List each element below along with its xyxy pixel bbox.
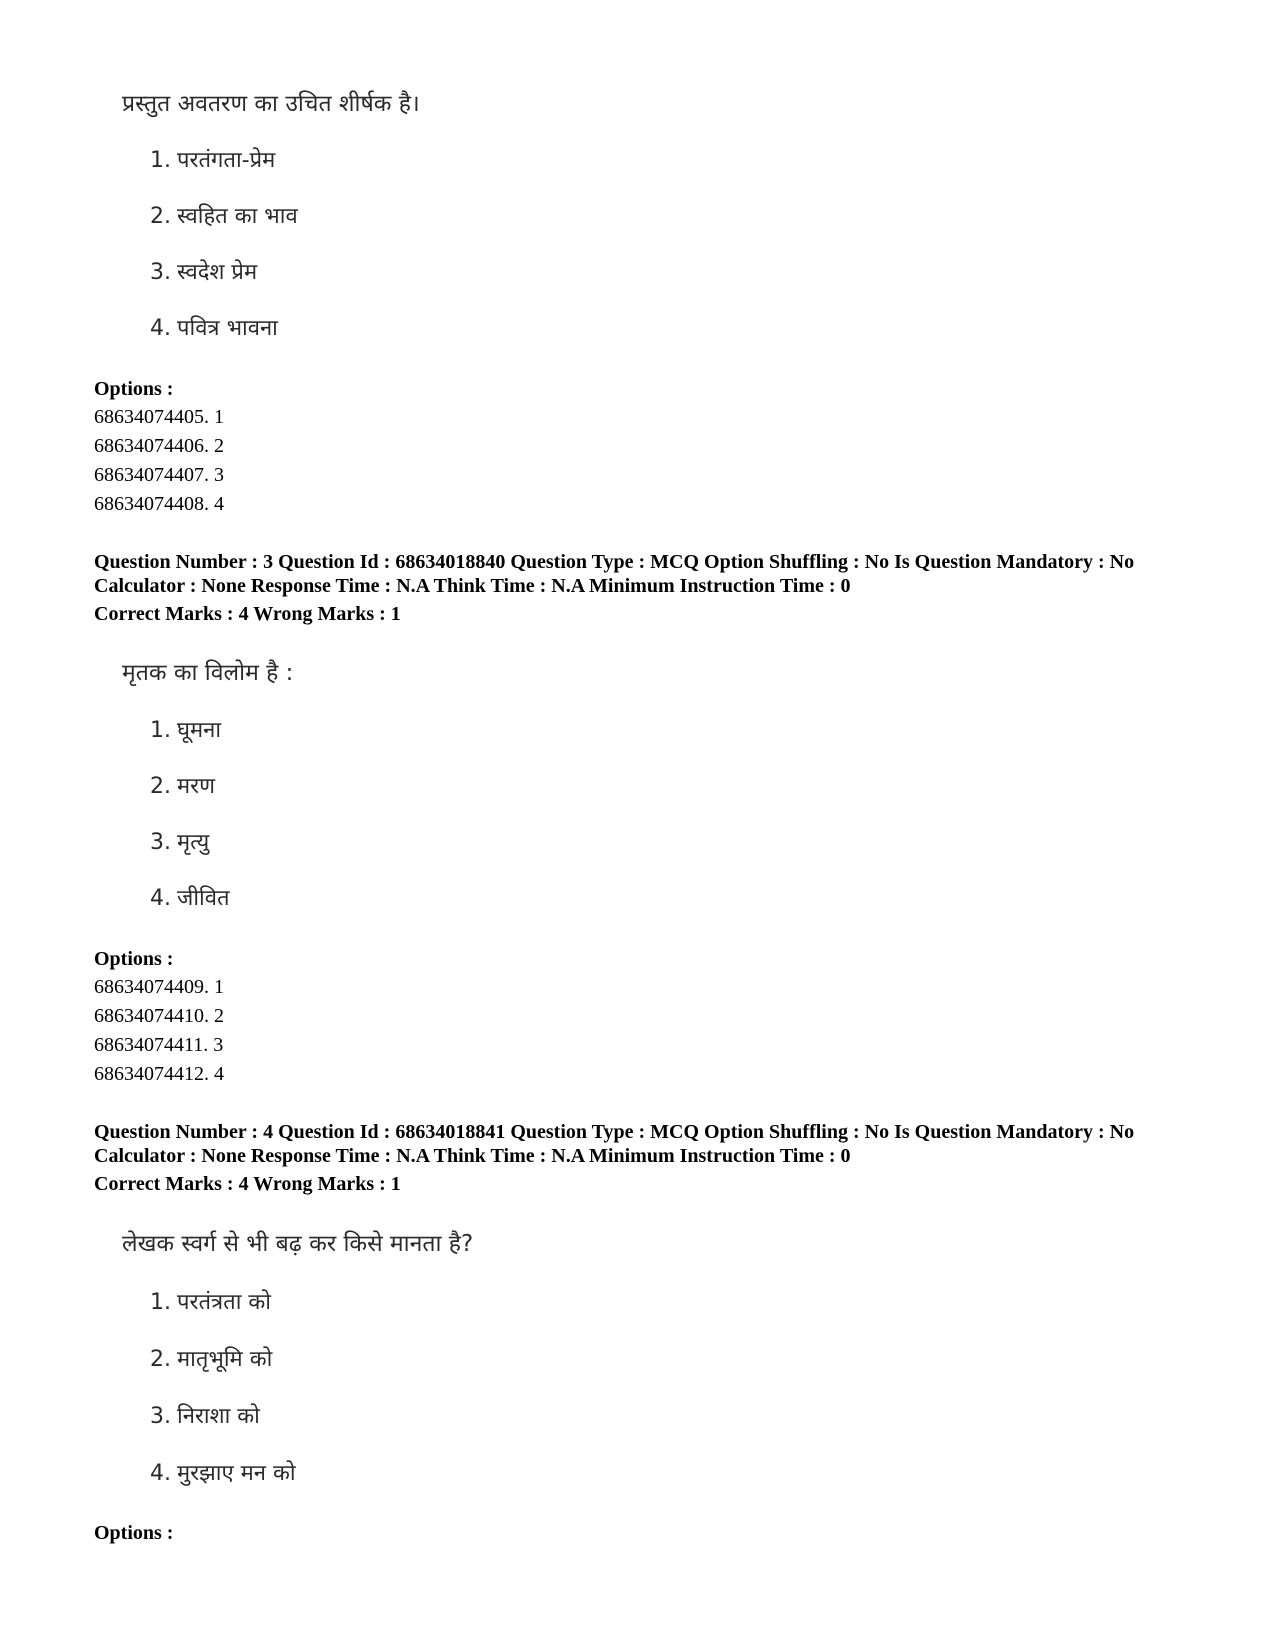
choice-text: परतंत्रता को (177, 1290, 272, 1315)
question-2-choice-4 (150, 312, 278, 342)
options-label: Options : (94, 1522, 174, 1544)
choice-number: 1. (150, 148, 171, 173)
choice-text: स्वदेश प्रेम (177, 260, 258, 285)
choice-text: परतंगता-प्रेम (177, 148, 276, 173)
question-4-marks: Correct Marks : 4 Wrong Marks : 1 (94, 1173, 401, 1195)
choice-number: 3. (150, 830, 171, 855)
question-3-choice-3 (150, 826, 209, 856)
question-4-meta: Question Number : 4 Question Id : 68634018841 Question Type : MCQ Option Shuffling : No Is Question Mandatory : No Calculator : None Response Time : N.A Think Time : N.A Minimum Instruction Time : 0 (94, 1121, 1135, 1167)
choice-text: निराशा को (177, 1404, 260, 1429)
question-4-choice-4 (150, 1457, 296, 1487)
question-4-choice-2 (150, 1343, 272, 1373)
question-4-text: लेखक स्वर्ग से भी बढ़ कर किसे मानता है? (122, 1231, 474, 1257)
option-id-line: 68634074406. 2 (94, 435, 224, 457)
choice-number: 2. (150, 1347, 171, 1372)
question-2-choice-2 (150, 200, 298, 230)
question-3-marks: Correct Marks : 4 Wrong Marks : 1 (94, 603, 401, 625)
choice-text: जीवित (177, 886, 230, 911)
options-label: Options : (94, 948, 174, 970)
question-4-choice-3 (150, 1400, 260, 1430)
option-id-line: 68634074407. 3 (94, 464, 224, 486)
choice-number: 2. (150, 204, 171, 229)
choice-number: 4. (150, 316, 171, 341)
choice-text: घूमना (177, 718, 222, 743)
options-label: Options : (94, 378, 174, 400)
choice-number: 4. (150, 886, 171, 911)
option-id-line: 68634074411. 3 (94, 1034, 224, 1056)
question-3-choice-4 (150, 882, 230, 912)
question-3-choice-2 (150, 770, 215, 800)
choice-number: 3. (150, 1404, 171, 1429)
choice-text: पवित्र भावना (177, 316, 278, 341)
question-3-choice-1 (150, 714, 221, 744)
question-2-choice-3 (150, 256, 257, 286)
option-id-line: 68634074412. 4 (94, 1063, 224, 1085)
question-2-text: प्रस्तुत अवतरण का उचित शीर्षक है। (122, 91, 420, 117)
choice-number: 1. (150, 1290, 171, 1315)
choice-text: मरण (177, 774, 216, 799)
choice-text: मुरझाए मन को (177, 1461, 296, 1486)
question-2-choice-1 (150, 144, 275, 174)
choice-text: मृत्यु (177, 830, 210, 855)
question-3-meta: Question Number : 3 Question Id : 68634018840 Question Type : MCQ Option Shuffling : No Is Question Mandatory : No Calculator : None Response Time : N.A Think Time : N.A Minimum Instruction Time : 0 (94, 551, 1135, 597)
option-id-line: 68634074409. 1 (94, 976, 224, 998)
choice-text: स्वहित का भाव (177, 204, 298, 229)
choice-text: मातृभूमि को (177, 1347, 273, 1372)
question-4-choice-1 (150, 1286, 271, 1316)
choice-number: 3. (150, 260, 171, 285)
option-id-line: 68634074408. 4 (94, 493, 224, 515)
question-3-text: मृतक का विलोम है : (122, 660, 294, 686)
option-id-line: 68634074410. 2 (94, 1005, 224, 1027)
choice-number: 2. (150, 774, 171, 799)
choice-number: 1. (150, 718, 171, 743)
option-id-line: 68634074405. 1 (94, 406, 224, 428)
choice-number: 4. (150, 1461, 171, 1486)
